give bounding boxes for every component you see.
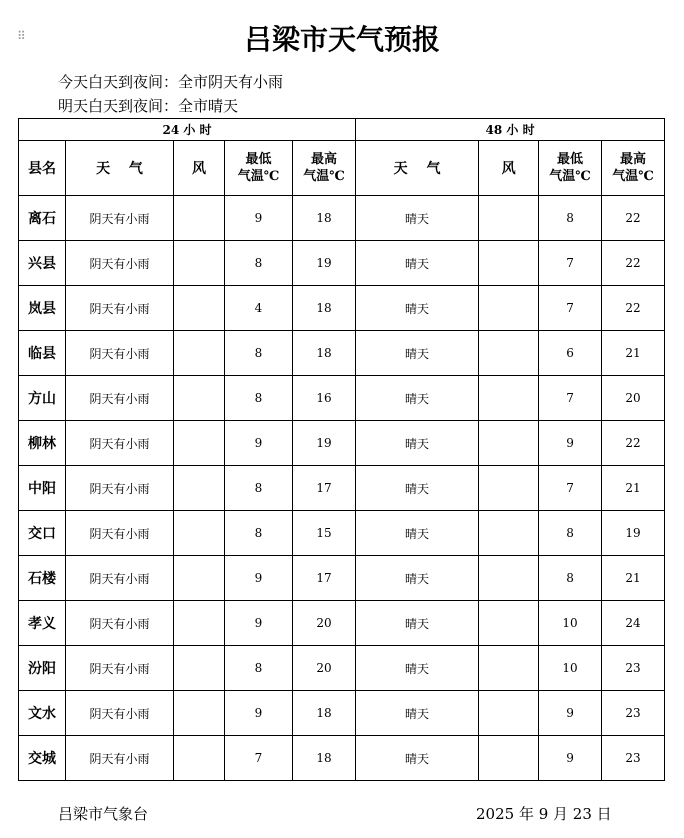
max-temp-48h-cell: 22: [602, 241, 665, 286]
min-temp-24h-cell: 9: [225, 196, 293, 241]
max-temp-24h-cell: 17: [293, 466, 356, 511]
max-temp-24h-cell: 18: [293, 691, 356, 736]
max-temp-48h-cell: 21: [602, 466, 665, 511]
min-temp-48h-cell: 7: [539, 286, 602, 331]
weather-24h-cell: 阴天有小雨: [66, 196, 174, 241]
min-temp-48h-header-line2: 气温℃: [549, 169, 591, 184]
table-row: [19, 556, 665, 601]
wind-24h-cell: [174, 331, 225, 376]
max-temp-24h-cell: 20: [293, 646, 356, 691]
max-temp-24h-cell: 18: [293, 286, 356, 331]
min-temp-24h-cell: 8: [225, 376, 293, 421]
weather-48h-cell: 晴天: [356, 511, 479, 556]
county-header: 县名: [19, 141, 66, 196]
wind-24h-cell: [174, 646, 225, 691]
wind-48h-header: 风: [479, 141, 539, 196]
table-row: [19, 691, 665, 736]
weather-48h-cell: 晴天: [356, 241, 479, 286]
min-temp-48h-cell: 8: [539, 511, 602, 556]
max-temp-48h-header: [602, 141, 665, 196]
max-temp-48h-cell: 22: [602, 421, 665, 466]
weather-48h-cell: 晴天: [356, 286, 479, 331]
weather-24h-cell: 阴天有小雨: [66, 601, 174, 646]
weather-48h-cell: 晴天: [356, 646, 479, 691]
county-cell: 方山: [19, 376, 66, 421]
wind-48h-cell: [479, 376, 539, 421]
max-temp-48h-header-line1: 最高: [620, 152, 647, 167]
min-temp-48h-cell: 9: [539, 691, 602, 736]
table-row: [19, 196, 665, 241]
weather-24h-cell: 阴天有小雨: [66, 646, 174, 691]
weather-24h-cell: 阴天有小雨: [66, 736, 174, 781]
min-temp-24h-cell: 8: [225, 511, 293, 556]
wind-24h-cell: [174, 601, 225, 646]
min-temp-48h-cell: 9: [539, 736, 602, 781]
max-temp-48h-cell: 21: [602, 331, 665, 376]
weather-24h-cell: 阴天有小雨: [66, 376, 174, 421]
min-temp-24h-cell: 9: [225, 421, 293, 466]
wind-24h-cell: [174, 241, 225, 286]
min-temp-48h-cell: 8: [539, 196, 602, 241]
max-temp-48h-cell: 23: [602, 691, 665, 736]
weather-24h-cell: 阴天有小雨: [66, 466, 174, 511]
max-temp-24h-cell: 19: [293, 241, 356, 286]
table-row: [19, 646, 665, 691]
weather-48h-cell: 晴天: [356, 601, 479, 646]
weather-48h-cell: 晴天: [356, 556, 479, 601]
min-temp-48h-cell: 10: [539, 646, 602, 691]
weather-48h-cell: 晴天: [356, 196, 479, 241]
wind-24h-cell: [174, 196, 225, 241]
table-row: [19, 331, 665, 376]
min-temp-48h-cell: 8: [539, 556, 602, 601]
min-temp-48h-header-line1: 最低: [557, 152, 584, 167]
county-cell: 中阳: [19, 466, 66, 511]
forecast-table: [18, 118, 665, 781]
max-temp-48h-cell: 22: [602, 286, 665, 331]
min-temp-24h-cell: 8: [225, 331, 293, 376]
wind-48h-cell: [479, 286, 539, 331]
wind-24h-cell: [174, 691, 225, 736]
table-row: [19, 376, 665, 421]
max-temp-24h-cell: 18: [293, 331, 356, 376]
table-row: [19, 736, 665, 781]
wind-24h-cell: [174, 421, 225, 466]
min-temp-24h-cell: 8: [225, 466, 293, 511]
max-temp-48h-cell: 20: [602, 376, 665, 421]
min-temp-24h-cell: 8: [225, 241, 293, 286]
max-temp-48h-cell: 24: [602, 601, 665, 646]
table-row: [19, 511, 665, 556]
min-temp-24h-header-line1: 最低: [245, 152, 272, 167]
weather-24h-cell: 阴天有小雨: [66, 556, 174, 601]
weather-48h-cell: 晴天: [356, 421, 479, 466]
min-temp-48h-cell: 7: [539, 466, 602, 511]
weather-48h-cell: 晴天: [356, 331, 479, 376]
min-temp-24h-cell: 9: [225, 556, 293, 601]
county-cell: 岚县: [19, 286, 66, 331]
max-temp-24h-cell: 18: [293, 196, 356, 241]
min-temp-24h-cell: 4: [225, 286, 293, 331]
county-cell: 文水: [19, 691, 66, 736]
wind-24h-cell: [174, 736, 225, 781]
weather-24h-cell: 阴天有小雨: [66, 331, 174, 376]
max-temp-24h-cell: 16: [293, 376, 356, 421]
weather-24h-header: 天 气: [66, 141, 174, 196]
wind-48h-cell: [479, 601, 539, 646]
min-temp-24h-cell: 7: [225, 736, 293, 781]
wind-24h-cell: [174, 511, 225, 556]
wind-24h-cell: [174, 466, 225, 511]
county-cell: 临县: [19, 331, 66, 376]
today-forecast-summary: 今天白天到夜间：全市阴天有小雨: [58, 73, 284, 91]
max-temp-48h-header-line2: 气温℃: [612, 169, 654, 184]
weather-24h-cell: 阴天有小雨: [66, 691, 174, 736]
max-temp-24h-cell: 17: [293, 556, 356, 601]
weather-48h-cell: 晴天: [356, 736, 479, 781]
county-cell: 柳林: [19, 421, 66, 466]
wind-24h-cell: [174, 286, 225, 331]
min-temp-48h-cell: 6: [539, 331, 602, 376]
weather-24h-cell: 阴天有小雨: [66, 421, 174, 466]
wind-48h-cell: [479, 646, 539, 691]
min-temp-48h-cell: 10: [539, 601, 602, 646]
wind-48h-cell: [479, 331, 539, 376]
table-row: [19, 421, 665, 466]
county-cell: 石楼: [19, 556, 66, 601]
max-temp-24h-cell: 18: [293, 736, 356, 781]
max-temp-48h-cell: 19: [602, 511, 665, 556]
wind-48h-cell: [479, 736, 539, 781]
weather-24h-cell: 阴天有小雨: [66, 511, 174, 556]
page-title: 吕梁市天气预报: [243, 23, 440, 56]
wind-48h-cell: [479, 691, 539, 736]
min-temp-48h-cell: 7: [539, 241, 602, 286]
max-temp-48h-cell: 22: [602, 196, 665, 241]
wind-48h-cell: [479, 421, 539, 466]
county-cell: 交城: [19, 736, 66, 781]
tomorrow-forecast-summary: 明天白天到夜间：全市晴天: [58, 97, 239, 115]
min-temp-48h-cell: 7: [539, 376, 602, 421]
wind-48h-cell: [479, 466, 539, 511]
weather-24h-cell: 阴天有小雨: [66, 241, 174, 286]
min-temp-24h-cell: 8: [225, 646, 293, 691]
max-temp-48h-cell: 23: [602, 736, 665, 781]
weather-48h-cell: 晴天: [356, 466, 479, 511]
max-temp-24h-cell: 19: [293, 421, 356, 466]
county-cell: 兴县: [19, 241, 66, 286]
county-cell: 离石: [19, 196, 66, 241]
issue-date: 2025 年 9 月 23 日: [476, 805, 612, 823]
period-header-row: [19, 119, 665, 141]
column-header-row: [19, 141, 665, 196]
table-row: [19, 286, 665, 331]
wind-24h-cell: [174, 556, 225, 601]
table-row: [19, 466, 665, 511]
max-temp-24h-header-line2: 气温℃: [303, 169, 345, 184]
max-temp-48h-cell: 23: [602, 646, 665, 691]
county-cell: 交口: [19, 511, 66, 556]
wind-48h-cell: [479, 196, 539, 241]
weather-48h-cell: 晴天: [356, 691, 479, 736]
wind-24h-cell: [174, 376, 225, 421]
min-temp-24h-header: [225, 141, 293, 196]
table-row: [19, 241, 665, 286]
wind-24h-header: 风: [174, 141, 225, 196]
max-temp-24h-cell: 20: [293, 601, 356, 646]
period-24h-header: 24 小 时: [19, 119, 356, 141]
max-temp-24h-header: [293, 141, 356, 196]
min-temp-48h-header: [539, 141, 602, 196]
max-temp-48h-cell: 21: [602, 556, 665, 601]
weather-48h-header: 天 气: [356, 141, 479, 196]
table-drag-handle-icon[interactable]: ⠿: [17, 29, 25, 43]
county-cell: 孝义: [19, 601, 66, 646]
min-temp-24h-header-line2: 气温℃: [237, 169, 280, 184]
wind-48h-cell: [479, 556, 539, 601]
issuing-agency: 吕梁市气象台: [58, 805, 149, 823]
county-cell: 汾阳: [19, 646, 66, 691]
wind-48h-cell: [479, 241, 539, 286]
wind-48h-cell: [479, 511, 539, 556]
min-temp-24h-cell: 9: [225, 691, 293, 736]
max-temp-24h-cell: 15: [293, 511, 356, 556]
period-48h-header: 48 小 时: [356, 119, 665, 141]
weather-24h-cell: 阴天有小雨: [66, 286, 174, 331]
table-row: [19, 601, 665, 646]
min-temp-24h-cell: 9: [225, 601, 293, 646]
weather-48h-cell: 晴天: [356, 376, 479, 421]
max-temp-24h-header-line1: 最高: [311, 152, 338, 167]
min-temp-48h-cell: 9: [539, 421, 602, 466]
